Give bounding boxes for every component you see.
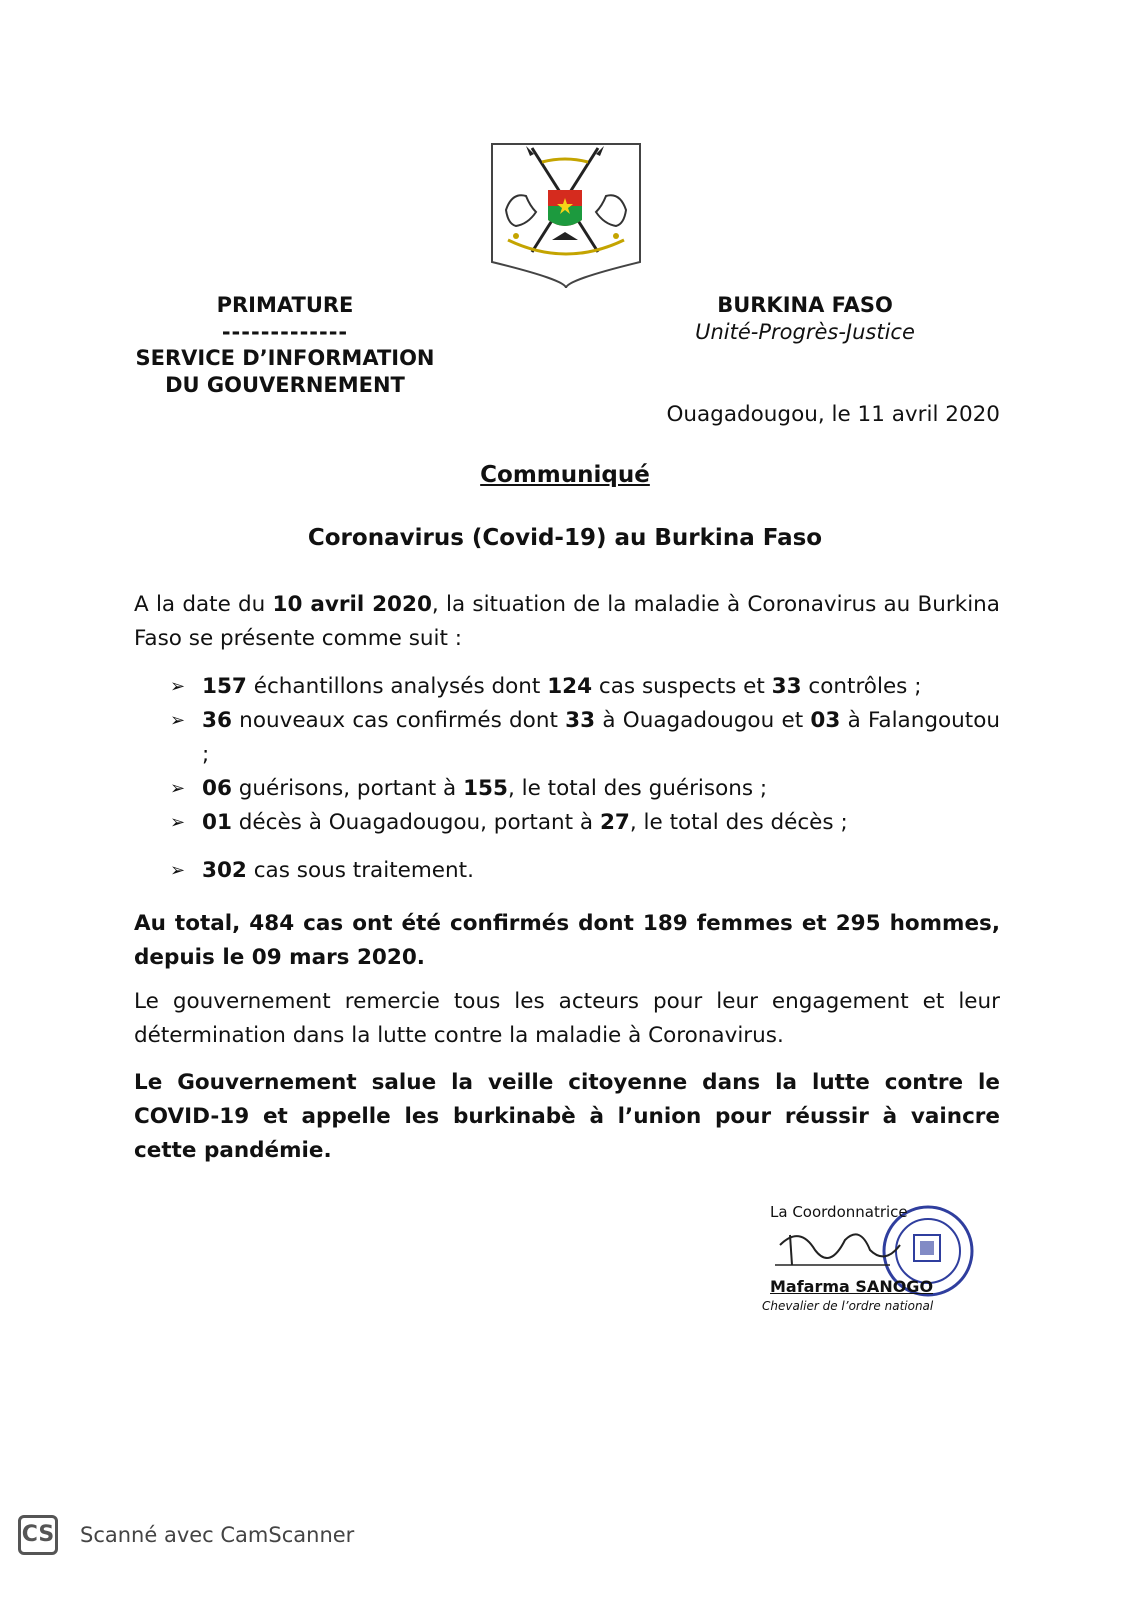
arrow-bullet-icon: ➢ — [170, 710, 186, 731]
arrow-bullet-icon: ➢ — [170, 812, 186, 833]
stat-number: 124 — [547, 674, 593, 699]
stat-number: 33 — [771, 674, 802, 699]
stat-number: 03 — [810, 708, 841, 733]
signatory-name: Mafarma SANOGO — [770, 1277, 934, 1296]
arrow-bullet-icon: ➢ — [170, 778, 186, 799]
stat-text: à Ouagadougou et — [595, 708, 811, 733]
list-item — [134, 670, 1000, 704]
issuer-org: PRIMATURE — [216, 293, 354, 317]
issuer-service-line2: DU GOUVERNEMENT — [165, 373, 405, 397]
stat-number: 33 — [565, 708, 596, 733]
intro-post: , la situation de la maladie à Coronavirus au Burkina Faso se présente comme suit : — [134, 592, 1000, 651]
thanks-paragraph: Le gouvernement remercie tous les acteurs pour leur engagement et leur détermination dans la lutte contre la maladie à Coronavirus. — [134, 989, 1000, 1048]
stat-number: 155 — [463, 776, 508, 801]
issuer-service-line1: SERVICE D’INFORMATION — [135, 346, 435, 370]
issuer-block — [110, 292, 460, 399]
arrow-bullet-icon: ➢ — [170, 676, 186, 697]
country-block — [690, 292, 920, 346]
camscanner-logo-icon: CS — [18, 1515, 58, 1555]
stat-number: 06 — [202, 776, 232, 801]
signatory-role: La Coordonnatrice — [770, 1203, 908, 1221]
stat-text: à Falangoutou ; — [202, 708, 1000, 767]
stat-text: guérisons, portant à — [231, 776, 464, 801]
scanner-footer — [18, 1515, 438, 1559]
stat-number: 157 — [202, 674, 247, 699]
country-name: BURKINA FASO — [717, 293, 893, 317]
intro-paragraph — [134, 588, 1000, 656]
list-item — [134, 704, 1000, 772]
stat-text: nouveaux cas confirmés dont — [231, 708, 566, 733]
issuer-separator: ------------- — [221, 320, 349, 344]
intro-date: 10 avril 2020 — [272, 592, 432, 617]
stats-list — [134, 670, 1000, 888]
signatory-title: Chevalier de l’ordre national — [762, 1299, 934, 1313]
total-statement: Au total, 484 cas ont été confirmés dont 189 femmes et 295 hommes, depuis le 09 mars 2020. — [134, 911, 1000, 970]
stat-text: cas suspects et — [592, 674, 772, 699]
arrow-bullet-icon: ➢ — [170, 860, 186, 881]
signature-block — [760, 1195, 990, 1315]
document-subject: Coronavirus (Covid-19) au Burkina Faso — [307, 525, 823, 551]
stat-text: , le total des décès ; — [629, 810, 848, 835]
list-item — [134, 806, 1000, 840]
stat-number: 27 — [599, 810, 630, 835]
list-item — [134, 854, 1000, 888]
country-motto: Unité-Progrès-Justice — [695, 320, 915, 344]
stat-number: 36 — [202, 708, 232, 733]
salute-paragraph: Le Gouvernement salue la veille citoyenne dans la lutte contre le COVID-19 et appelle les burkinabè à l’union pour réussir à vaincre cette pandémie. — [134, 1070, 1000, 1163]
coat-of-arms-icon — [486, 140, 646, 290]
intro-pre: A la date du — [134, 592, 273, 617]
stat-text: , le total des guérisons ; — [507, 776, 768, 801]
stat-text: cas sous traitement. — [246, 858, 474, 883]
list-item — [134, 772, 1000, 806]
date-line: Ouagadougou, le 11 avril 2020 — [666, 402, 1000, 427]
document-title: Communiqué — [480, 462, 650, 488]
stat-text: échantillons analysés dont — [246, 674, 548, 699]
stat-number: 01 — [202, 810, 232, 835]
scanner-text: Scanné avec CamScanner — [80, 1523, 355, 1547]
stat-number: 302 — [202, 858, 247, 883]
stat-text: contrôles ; — [801, 674, 922, 699]
stat-text: décès à Ouagadougou, portant à — [231, 810, 600, 835]
